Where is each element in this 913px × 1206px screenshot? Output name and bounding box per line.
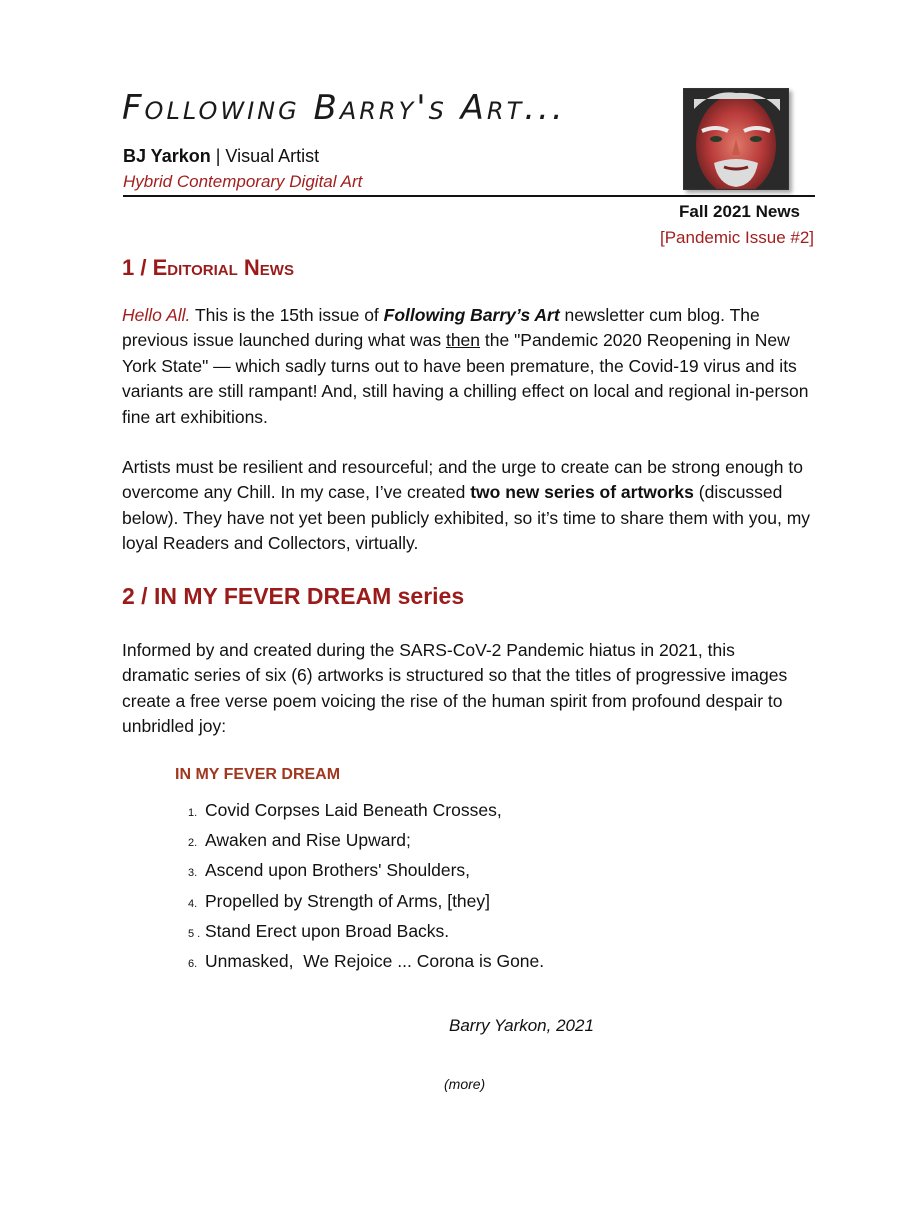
editorial-paragraph-1: [122, 303, 822, 430]
poem-title: IN MY FEVER DREAM: [175, 766, 341, 783]
poem-line-number: 6.: [188, 957, 198, 970]
poem-line-text: Covid Corpses Laid Beneath Crosses,: [205, 800, 502, 820]
newsletter-title: Following Barry's Art...: [122, 88, 566, 128]
poem-line: [188, 830, 544, 860]
greeting: Hello All.: [122, 305, 191, 325]
para-text: Artists must be resilient and resourceful; and the urge to create can be strong enough to overcome any Chill. In my case, I’ve created: [122, 457, 803, 503]
artist-name: BJ Yarkon: [123, 146, 211, 166]
poem-line: [188, 951, 544, 981]
artist-line: [123, 146, 319, 167]
para-text: This is the 15th issue of: [190, 305, 384, 325]
poem-line-text: Awaken and Rise Upward;: [205, 830, 411, 851]
portrait-image: [684, 89, 788, 189]
artist-portrait: [683, 88, 789, 190]
tagline: Hybrid Contemporary Digital Art: [123, 172, 363, 191]
more-link-text: (more): [444, 1076, 486, 1092]
header-divider: [123, 195, 815, 197]
emphasis-text: two new series of artworks: [470, 482, 694, 503]
editorial-paragraph-2: [122, 455, 822, 557]
series-intro: Informed by and created during the SARS-CoV-2 Pandemic hiatus in 2021, this dramatic series of six (6) artworks is structured so that the titles of progressive images create a free verse poem voicing the rise of the human spirit from profound despair to unbridled joy:: [122, 640, 788, 737]
para-text: the "Pandemic 2020 Reopening in New York State" — which sadly turns out to have been premature, the Covid-19 virus and its variants are still rampant! And, still having a chilling effect on local and regional in-person fine art exhibitions.: [122, 330, 809, 427]
newsletter-name: Following Barry’s Art: [383, 305, 560, 325]
signature: Barry Yarkon, 2021: [449, 1016, 594, 1035]
poem-line-number: 5 .: [188, 927, 201, 940]
poem-line: [188, 860, 544, 890]
section-1-heading: [122, 255, 294, 281]
section-1-title: Editorial News: [152, 255, 294, 280]
poem-line-text: Unmasked, We Rejoice ... Corona is Gone.: [205, 950, 545, 971]
poem-line: [188, 800, 544, 830]
section-1-number: 1 /: [122, 255, 153, 280]
para-text: newsletter cum blog. The previous issue launched during what was: [122, 305, 760, 351]
artist-separator: |: [210, 146, 226, 166]
issue-tag: [Pandemic Issue #2]: [659, 228, 814, 247]
poem-line-text: Propelled by Strength of Arms, [they]: [205, 890, 491, 911]
artist-role: Visual Artist: [225, 146, 320, 166]
underlined-word: then: [445, 330, 481, 351]
issue-date: Fall 2021 News: [679, 202, 800, 221]
section-2-heading: 2 / IN MY FEVER DREAM series: [122, 583, 465, 609]
poem-list: [188, 800, 544, 981]
poem-line-number: 1.: [188, 807, 198, 819]
poem-line-number: 3.: [188, 867, 198, 880]
para-text: (discussed below). They have not yet been publicly exhibited, so it’s time to share them with you, my loyal Readers and Collectors, virtually.: [122, 482, 811, 554]
poem-line-number: 2.: [188, 837, 198, 850]
poem-line: [188, 921, 544, 951]
poem-line-number: 4.: [188, 897, 198, 910]
poem-line-text: Stand Erect upon Broad Backs.: [205, 920, 450, 941]
poem-line: [188, 891, 544, 921]
poem-line-text: Ascend upon Brothers' Shoulders,: [205, 860, 471, 881]
